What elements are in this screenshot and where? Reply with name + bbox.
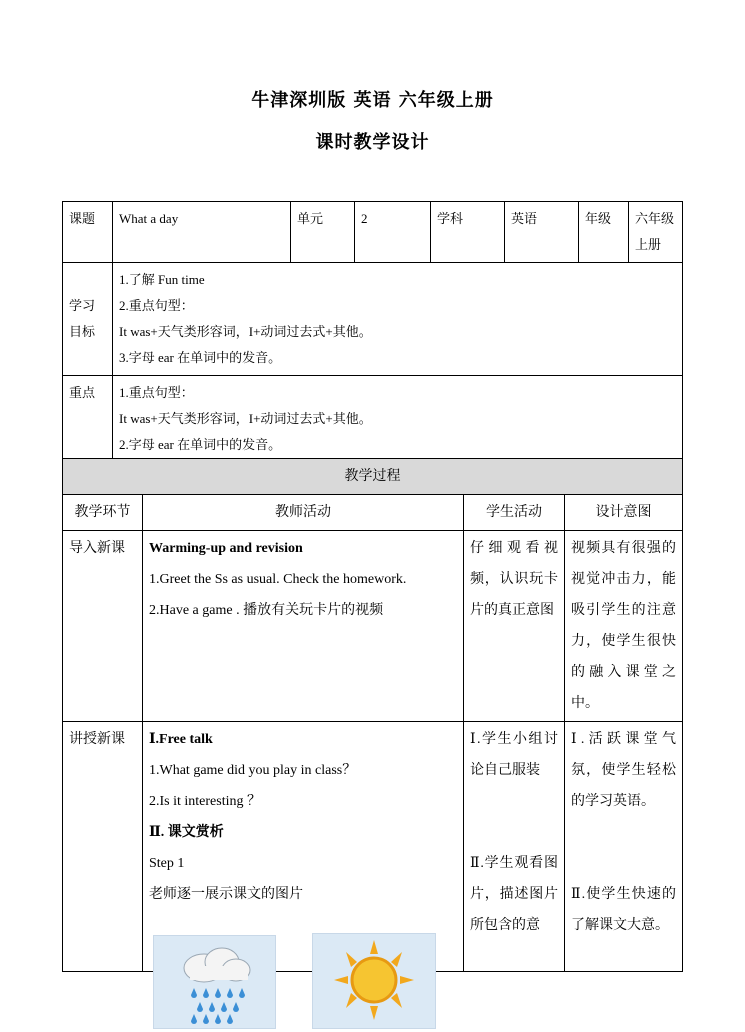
student-activity-cell: [464, 722, 565, 972]
subject-label: 学科: [431, 202, 505, 263]
key-content: [113, 376, 683, 463]
sun-icon: [313, 934, 435, 1028]
goal-line: 2.重点句型：: [119, 298, 194, 313]
stage-cell: 讲授新课: [63, 722, 143, 972]
key-line: 1.重点句型：: [119, 385, 194, 400]
goals-content: [113, 263, 683, 376]
key-line: 2.字母 ear 在单词中的发音。: [119, 437, 282, 452]
lesson-info-table: [62, 201, 683, 490]
activity-line: 2.Have a game . 播放有关玩卡片的视频: [149, 603, 384, 618]
activity-line: 老师逐一展示课文的图片: [149, 887, 303, 902]
goal-line: It was+天气类形容词，I+动词过去式+其他。: [119, 324, 372, 339]
student-activity-2: Ⅱ.学生观看图片，描述图片所包含的意: [470, 856, 558, 933]
grade-value: 六年级上册: [629, 202, 683, 263]
process-heading: 教学过程: [63, 459, 683, 495]
activity-line: 1.What game did you play in class？: [149, 763, 357, 778]
goal-line: 3.字母 ear 在单词中的发音。: [119, 350, 282, 365]
sun-picture: [312, 933, 436, 1029]
activity-line: Step 1: [149, 856, 185, 871]
design-intent-cell: 视频具有很强的视觉冲击力，能吸引学生的注意力，使学生很快的融入课堂之中。: [565, 531, 683, 722]
subject-value: 英语: [505, 202, 579, 263]
stage-cell: 导入新课: [63, 531, 143, 722]
column-header: 教学环节: [63, 495, 143, 531]
column-header: 设计意图: [565, 495, 683, 531]
student-activity-cell: 仔细观看视频，认识玩卡片的真正意图: [464, 531, 565, 722]
goal-line: 1.了解 Fun time: [119, 272, 205, 287]
lesson-value: What a day: [113, 202, 291, 263]
teacher-activity-cell: [143, 531, 464, 722]
design-intent-2: Ⅱ.使学生快速的了解课文大意。: [571, 887, 676, 933]
design-intent-1: Ⅰ.活跃课堂气氛，使学生轻松的学习英语。: [571, 732, 676, 809]
design-intent-cell: [565, 722, 683, 972]
column-header: 学生活动: [464, 495, 565, 531]
activity-heading: Warming-up and revision: [149, 541, 303, 556]
key-label: 重点: [63, 376, 113, 463]
rain-cloud-picture: [153, 935, 276, 1029]
unit-value: 2: [355, 202, 431, 263]
document-subtitle: 课时教学设计: [315, 132, 430, 153]
teaching-process-table: [62, 458, 683, 972]
column-header: 教师活动: [143, 495, 464, 531]
student-activity-1: Ⅰ.学生小组讨论自己服装: [470, 732, 558, 778]
activity-line: 1.Greet the Ss as usual. Check the homework.: [149, 572, 407, 587]
activity-heading: Ⅰ.Free talk: [149, 732, 213, 747]
grade-label: 年级: [579, 202, 629, 263]
key-line: It was+天气类形容词，I+动词过去式+其他。: [119, 411, 372, 426]
rain-cloud-icon: [154, 936, 275, 1028]
goals-label: 学习目标: [63, 263, 113, 376]
document-title: 牛津深圳版 英语 六年级上册: [251, 90, 494, 111]
lesson-label: 课题: [63, 202, 113, 263]
unit-label: 单元: [291, 202, 355, 263]
activity-heading: Ⅱ. 课文赏析: [149, 825, 224, 840]
activity-line: 2.Is it interesting ？: [149, 794, 261, 809]
